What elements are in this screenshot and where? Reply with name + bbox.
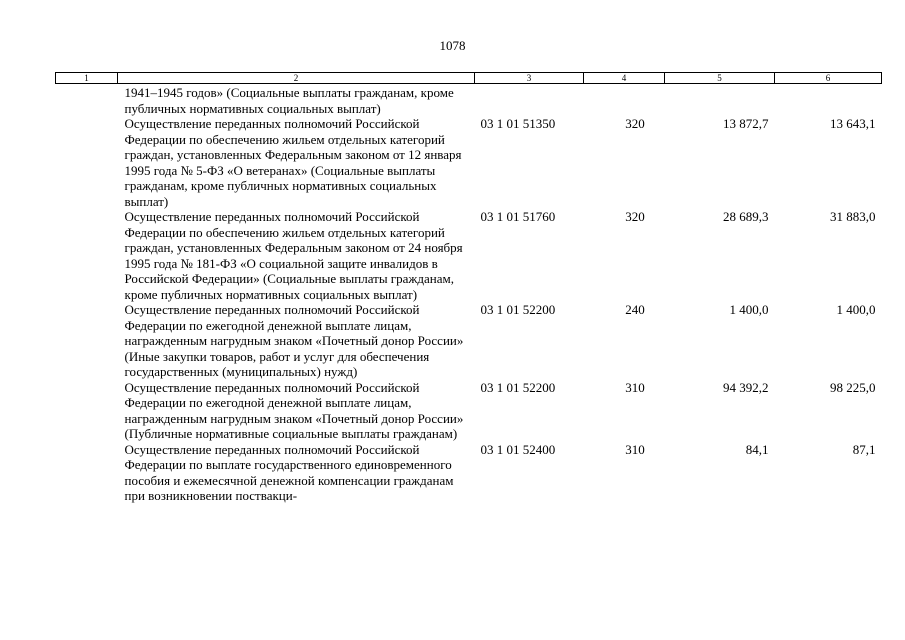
row-sum-year-2: 13 643,1 xyxy=(830,116,876,131)
row-sum-year-1: 94 392,2 xyxy=(723,379,769,395)
row-expense-type: 320 xyxy=(625,209,645,224)
row-code: 03 1 01 52200 xyxy=(480,379,556,395)
column-header-2: 2 xyxy=(118,73,475,84)
table-header xyxy=(56,73,882,84)
budget-table xyxy=(55,72,882,504)
row-expense-type: 320 xyxy=(625,116,645,131)
row-code: 03 1 01 51350 xyxy=(480,116,556,131)
row-name: Осуществление переданных полномочий Российской Федерации по выплате государственного единовременного пособия и ежемесячной денежной компенсации гражданам при возникновении поствакци- xyxy=(124,441,454,503)
row-expense-type xyxy=(584,84,665,117)
column-header-5: 5 xyxy=(665,73,775,84)
row-index xyxy=(56,380,118,442)
row-code: 03 1 01 51760 xyxy=(480,209,556,224)
table-row xyxy=(56,380,882,442)
row-sum-year-1: 84,1 xyxy=(745,441,769,457)
row-sum-year-1: 13 872,7 xyxy=(723,116,769,131)
row-index xyxy=(56,116,118,209)
row-name: Осуществление переданных полномочий Российской Федерации по ежегодной денежной выплате лицам, награжденным нагрудным знаком «Почетный донор России» (Иные закупки товаров, работ и услуг для обеспечения государственных (муниципальных) нужд) xyxy=(124,302,464,379)
row-code: 03 1 01 52400 xyxy=(480,441,556,457)
row-code xyxy=(475,84,584,117)
row-sum-year-1 xyxy=(665,84,775,117)
row-sum-year-2: 87,1 xyxy=(852,441,876,457)
row-sum-year-2 xyxy=(775,84,882,117)
row-name: Осуществление переданных полномочий Российской Федерации по обеспечению жильем отдельных категорий граждан, установленных Федеральным законом от 24 ноября 1995 года № 181-ФЗ «О социальной защите инвалидов в Российской Федерации» (Социальные выплаты гражданам, кроме публичных нормативных социальных выплат) xyxy=(124,209,463,302)
row-code: 03 1 01 52200 xyxy=(480,302,556,317)
row-name: Осуществление переданных полномочий Российской Федерации по ежегодной денежной выплате лицам, награжденным нагрудным знаком «Почетный донор России» (Публичные нормативные социальные выплаты гражданам) xyxy=(124,379,464,441)
row-sum-year-1: 28 689,3 xyxy=(723,209,769,224)
column-header-4: 4 xyxy=(584,73,665,84)
column-header-6: 6 xyxy=(775,73,882,84)
row-index xyxy=(56,84,118,117)
table-row xyxy=(56,84,882,117)
table-row xyxy=(56,116,882,209)
row-expense-type: 240 xyxy=(625,302,645,317)
table-body xyxy=(56,84,882,504)
row-index xyxy=(56,209,118,302)
row-sum-year-2: 1 400,0 xyxy=(836,302,876,317)
table-row xyxy=(56,442,882,504)
column-header-1: 1 xyxy=(56,73,118,84)
page-number: 1078 xyxy=(439,38,466,53)
row-expense-type: 310 xyxy=(625,441,645,457)
row-sum-year-1: 1 400,0 xyxy=(729,302,769,317)
row-name: Осуществление переданных полномочий Российской Федерации по обеспечению жильем отдельных категорий граждан, установленных Федеральным законом от 12 января 1995 года № 5-ФЗ «О ветеранах» (Социальные выплаты гражданам, кроме публичных нормативных социальных выплат) xyxy=(124,116,462,209)
header-row xyxy=(56,73,882,84)
table-row xyxy=(56,302,882,380)
row-sum-year-2: 98 225,0 xyxy=(830,379,876,395)
row-sum-year-2: 31 883,0 xyxy=(830,209,876,224)
table-row xyxy=(56,209,882,302)
row-name: 1941–1945 годов» (Социальные выплаты гражданам, кроме публичных нормативных социальных выплат) xyxy=(124,85,454,116)
row-expense-type: 310 xyxy=(625,379,645,395)
column-header-3: 3 xyxy=(475,73,584,84)
row-index xyxy=(56,442,118,504)
row-index xyxy=(56,302,118,380)
